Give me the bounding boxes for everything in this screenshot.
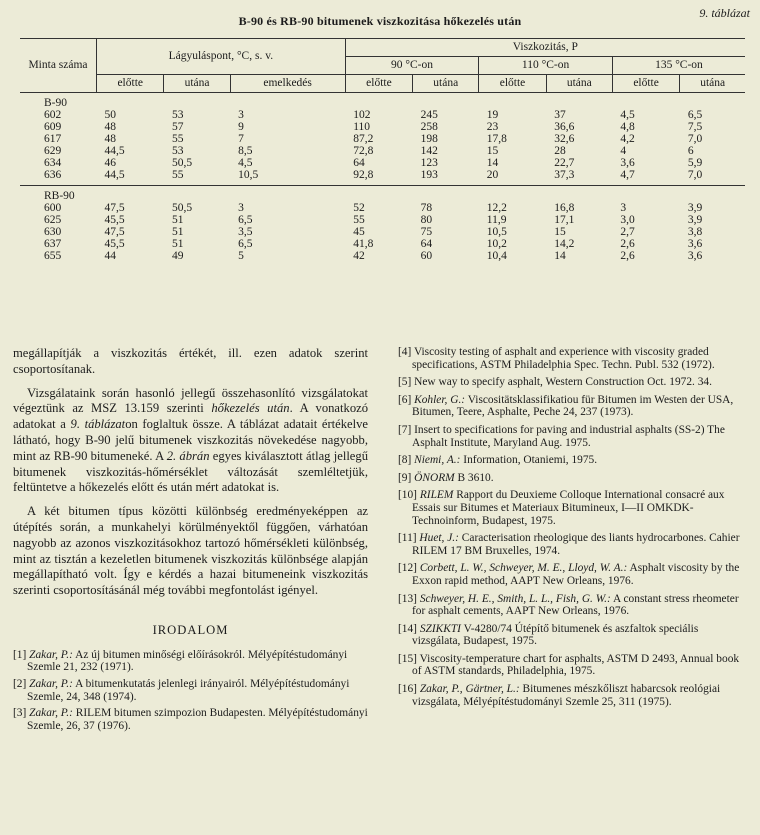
value-cell: 4,5 xyxy=(238,157,253,169)
value-cell: 48 xyxy=(104,121,116,133)
value-cell: 4,8 xyxy=(620,121,635,133)
reference-text: Asphalt viscosity by the Exxon rapid method, AAPT New Orleans, 1976. xyxy=(412,562,740,587)
table-group-row xyxy=(20,93,745,110)
value-cell: 3 xyxy=(238,109,244,121)
table-row xyxy=(20,145,745,157)
sample-id-cell: 625 xyxy=(44,214,62,226)
reference-author: ÖNORM xyxy=(414,471,455,484)
value-cell: 53 xyxy=(171,109,184,121)
value-cell: 2,6 xyxy=(620,238,635,250)
value-cell: 45,5 xyxy=(104,238,125,250)
col-110c: 110 °C-on xyxy=(479,57,613,75)
value-cell: 51 xyxy=(171,226,184,238)
value-cell: 23 xyxy=(486,121,499,133)
reference-text: RILEM bitumen szimpozion Budapesten. Mélyépítéstudományi Szemle, 26, 37 (1976). xyxy=(27,707,368,732)
value-cell: 3 xyxy=(238,202,244,214)
table-group-row xyxy=(20,186,745,203)
paragraph-1: Vizsgálataink során hasonló jellegű összehasonlító vizsgálatokat végeztünk az MSZ 13.159 szerinti hőkezelés után. A vonatkozó adatokat a 9. táblázaton foglaltuk össze. A táblázat adatait értékelve látható, hogy B-90 jelű bitumenek viszkozitás növekedése nagyobb, mint az RB-90 bitumeneké. A 2. ábrán egyes kiválasztott átlag jellegű bitumenek viszkozitás-hőmérséklet változását szemléltetjük, feltüntetve a hőkezelés előtt és után mért adatokat is. xyxy=(13,385,369,495)
value-cell: 19 xyxy=(486,109,499,121)
value-cell: 6,5 xyxy=(687,109,703,121)
table-row xyxy=(20,214,745,226)
reference-item xyxy=(398,424,748,449)
reference-text: Viscositätsklassifikatiou für Bitumen im Westen der USA, Bitumen, Teere, Asphalte, Peche 24, 237 (1973). xyxy=(412,393,734,419)
value-cell: 55 xyxy=(171,133,184,145)
value-cell: 44,5 xyxy=(104,145,125,157)
value-cell: 110 xyxy=(353,121,371,133)
value-cell: 45,5 xyxy=(104,214,125,226)
sample-id-cell: 630 xyxy=(44,226,62,238)
value-cell: 5 xyxy=(238,250,244,262)
reference-number: [5] xyxy=(398,376,415,389)
col-90c: 90 °C-on xyxy=(345,57,479,75)
reference-number: [8] xyxy=(398,454,415,467)
value-cell: 8,5 xyxy=(238,145,253,157)
spacer-row xyxy=(20,262,745,266)
reference-item xyxy=(398,683,748,708)
value-cell: 47,5 xyxy=(104,226,125,238)
value-cell: 7,5 xyxy=(687,121,703,133)
reference-author: Kohler, G.: xyxy=(414,393,466,406)
value-cell: 6,5 xyxy=(238,214,253,226)
value-cell: 4 xyxy=(620,145,627,157)
value-cell: 4,7 xyxy=(620,169,635,181)
right-column xyxy=(398,346,748,713)
paragraph-2: A két bitumen típus közötti különbség eredményeképpen az útépítés során, a munkahelyi körülményektől függően, várhatóan nagyobb az azonos viszkozitásokhoz tartozó hőmérsékleti különbség, mint az tisztán a kezeletlen bitumenek viszkozitás különbsége alapján megállapítható volt. Így e kérdés a hazai bitumeneink viszkozitás szerinti csoportosításánál még további megfontolást igényel. xyxy=(13,504,368,598)
value-cell: 5,9 xyxy=(687,157,703,169)
sample-id-cell: 602 xyxy=(44,109,62,121)
value-cell: 3,8 xyxy=(687,226,703,238)
value-cell: 3,9 xyxy=(687,202,703,214)
table-row xyxy=(20,109,745,121)
reference-text: V-4280/74 Útépítő bitumenek és aszfaltok speciális vizsgálata, Budapest, 1975. xyxy=(412,622,699,648)
col-lag-emelkedes: emelkedés xyxy=(230,75,345,93)
col-110-utana: utána xyxy=(546,75,612,93)
value-cell: 87,2 xyxy=(353,133,374,145)
sample-id-cell: 609 xyxy=(44,121,62,133)
value-cell: 123 xyxy=(420,157,438,169)
value-cell: 53 xyxy=(171,145,184,157)
value-cell: 3,5 xyxy=(238,226,253,238)
reference-item xyxy=(13,707,368,732)
value-cell: 3,6 xyxy=(687,250,703,262)
reference-text: Viscosity testing of asphalt and experience with viscosity graded specifications, ASTM Philadelphia Spec. Techn. Publ. 532 (1972). xyxy=(412,346,715,371)
reference-item xyxy=(398,623,748,648)
reference-number: [1] xyxy=(13,648,30,661)
value-cell: 258 xyxy=(420,121,438,133)
reference-number: [16] xyxy=(398,683,420,696)
value-cell: 4,5 xyxy=(620,109,635,121)
value-cell: 41,8 xyxy=(353,238,374,250)
reference-item xyxy=(398,562,748,587)
value-cell: 50 xyxy=(104,109,116,121)
value-cell: 64 xyxy=(353,157,365,169)
value-cell: 47,5 xyxy=(104,202,125,214)
group-label: RB-90 xyxy=(20,186,745,203)
value-cell: 10,5 xyxy=(486,226,507,238)
value-cell: 46 xyxy=(104,157,116,169)
reference-text: Caracterisation rheologique des liants hydrocarbones. Cahier RILEM 17 BM Bruxelles, 1974. xyxy=(412,532,740,557)
reference-author: SZIKKTI xyxy=(419,622,461,635)
reference-number: [4] xyxy=(398,346,414,358)
reference-number: [6] xyxy=(398,393,415,406)
paragraph-continued: megállapítják a viszkozitás értékét, ill. ezen adatok szerint csoportosítanak. xyxy=(13,346,368,376)
reference-text: New way to specify asphalt, Western Construction Oct. 1972. 34. xyxy=(414,376,712,389)
reference-text: Bitumenes mészkőliszt habarcsok reológiai vizsgálata, Mélyépítéstudományi Szemle 25, 311 (1975). xyxy=(412,683,721,708)
table-row xyxy=(20,121,745,133)
value-cell: 17,8 xyxy=(486,133,507,145)
value-cell: 11,9 xyxy=(486,214,507,226)
value-cell: 7 xyxy=(238,133,244,145)
value-cell: 198 xyxy=(420,133,438,145)
value-cell: 28 xyxy=(554,145,566,157)
value-cell: 3,9 xyxy=(687,214,703,226)
table-body xyxy=(20,93,745,267)
table-row xyxy=(20,238,745,250)
reference-number: [2] xyxy=(13,677,30,690)
value-cell: 22,7 xyxy=(554,157,575,169)
col-lag-utana: utána xyxy=(164,75,230,93)
reference-author: RILEM xyxy=(419,489,454,502)
reference-item xyxy=(398,376,748,389)
value-cell: 37 xyxy=(554,109,566,121)
reference-item xyxy=(398,346,748,371)
reference-text: A bitumenkutatás jelenlegi irányairól. Mélyépítéstudományi Szemle, 24, 348 (1974). xyxy=(27,677,350,703)
reference-item xyxy=(398,653,748,678)
reference-item xyxy=(398,394,748,419)
col-lag-elotte: előtte xyxy=(97,75,164,93)
sample-id-cell: 636 xyxy=(44,169,62,181)
value-cell: 6 xyxy=(687,145,694,157)
reference-item xyxy=(398,593,748,618)
reference-author: Corbett, L. W., Schweyer, M. E., Lloyd, W. A.: xyxy=(419,562,628,575)
reference-number: [3] xyxy=(13,707,30,720)
value-cell: 20 xyxy=(486,169,499,181)
table-row xyxy=(20,157,745,169)
value-cell: 49 xyxy=(171,250,184,262)
sample-id-cell: 617 xyxy=(44,133,62,145)
value-cell: 60 xyxy=(420,250,433,262)
value-cell: 17,1 xyxy=(554,214,575,226)
value-cell: 16,8 xyxy=(554,202,575,214)
value-cell: 7,0 xyxy=(687,169,703,181)
value-cell: 51 xyxy=(171,238,184,250)
value-cell: 10,5 xyxy=(238,169,259,181)
reference-text: Information, Otaniemi, 1975. xyxy=(460,454,598,467)
reference-author: Schweyer, H. E., Smith, L. L., Fish, G. W.: xyxy=(419,592,611,605)
reference-author: Zakar, P.: xyxy=(29,677,73,690)
col-90-elotte: előtte xyxy=(345,75,412,93)
value-cell: 9 xyxy=(238,121,244,133)
value-cell: 7,0 xyxy=(687,133,703,145)
value-cell: 193 xyxy=(420,169,438,181)
value-cell: 245 xyxy=(420,109,438,121)
sample-id-cell: 634 xyxy=(44,157,62,169)
reference-item xyxy=(398,454,748,467)
reference-author: Niemi, A.: xyxy=(414,454,461,467)
references-heading: IRODALOM xyxy=(152,622,229,637)
value-cell: 3,6 xyxy=(620,157,635,169)
reference-item xyxy=(13,678,368,703)
reference-author: Zakar, P.: xyxy=(29,648,73,661)
reference-text: A constant stress rheometer for asphalt cements, AAPT New Orleans, 1976. xyxy=(412,592,739,618)
reference-item xyxy=(398,532,748,557)
col-135-elotte: előtte xyxy=(612,75,679,93)
col-135c: 135 °C-on xyxy=(612,57,745,75)
value-cell: 80 xyxy=(420,214,433,226)
col-110-elotte: előtte xyxy=(479,75,546,93)
value-cell: 12,2 xyxy=(486,202,507,214)
col-135-utana: utána xyxy=(680,75,745,93)
group-label: B-90 xyxy=(44,97,67,109)
viscosity-table xyxy=(20,38,745,266)
sample-id-cell: 655 xyxy=(44,250,62,262)
reference-number: [13] xyxy=(398,592,420,605)
reference-author: Zakar, P.: xyxy=(29,707,73,720)
table-row xyxy=(20,250,745,262)
value-cell: 44,5 xyxy=(104,169,125,181)
value-cell: 45 xyxy=(353,226,365,238)
table-title: B-90 és RB-90 bitumenek viszkozitása hőkezelés után xyxy=(238,14,522,28)
value-cell: 92,8 xyxy=(353,169,374,181)
reference-item xyxy=(398,489,748,527)
reference-number: [14] xyxy=(398,622,420,635)
reference-text: Az új bitumen minőségi előírásokról. Mélyépítéstudományi Szemle 21, 232 (1971). xyxy=(27,648,348,674)
table-number: 9. táblázat xyxy=(699,6,750,20)
value-cell: 64 xyxy=(420,238,433,250)
value-cell: 44 xyxy=(104,250,116,262)
reference-number: [10] xyxy=(398,489,420,502)
reference-item xyxy=(398,472,748,485)
value-cell: 36,6 xyxy=(554,121,575,133)
value-cell: 2,7 xyxy=(620,226,635,238)
value-cell: 55 xyxy=(171,169,184,181)
reference-author: Zakar, P., Gärtner, L.: xyxy=(419,683,520,696)
reference-text: Viscosity-temperature chart for asphalts, ASTM D 2493, Annual book of ASTM standards, Philadelphia, 1975. xyxy=(412,652,740,678)
value-cell: 14 xyxy=(486,157,499,169)
value-cell: 42 xyxy=(353,250,365,262)
reference-item xyxy=(13,649,368,674)
col-minta: Minta száma xyxy=(20,39,97,93)
value-cell: 4,2 xyxy=(620,133,635,145)
value-cell: 14,2 xyxy=(554,238,575,250)
reference-number: [12] xyxy=(398,562,420,575)
value-cell: 15 xyxy=(486,145,499,157)
value-cell: 37,3 xyxy=(554,169,575,181)
reference-text: B 3610. xyxy=(454,471,494,484)
value-cell: 57 xyxy=(171,121,184,133)
value-cell: 51 xyxy=(171,214,184,226)
reference-list-right xyxy=(398,346,748,708)
value-cell: 2,6 xyxy=(620,250,635,262)
col-viszkozitas: Viszkozitás, P xyxy=(345,39,745,57)
value-cell: 52 xyxy=(353,202,365,214)
sample-id-cell: 600 xyxy=(44,202,62,214)
value-cell: 32,6 xyxy=(554,133,575,145)
reference-author: Huet, J.: xyxy=(419,532,459,545)
value-cell: 10,2 xyxy=(486,238,507,250)
reference-text: Rapport du Deuxieme Colloque International consacré aux Essais sur Bitumes et Materiaux Bitumineux, I—II OMKDK-Technoinform, Budapest, 1975. xyxy=(412,489,725,527)
table-row xyxy=(20,133,745,145)
left-column xyxy=(13,346,368,736)
col-lagyulaspont: Lágyuláspont, °C, s. v. xyxy=(97,39,346,75)
reference-number: [15] xyxy=(398,652,420,665)
value-cell: 50,5 xyxy=(171,202,193,214)
value-cell: 75 xyxy=(420,226,433,238)
sample-id-cell: 629 xyxy=(44,145,62,157)
value-cell: 102 xyxy=(353,109,371,121)
value-cell: 3,6 xyxy=(687,238,703,250)
value-cell: 78 xyxy=(420,202,433,214)
value-cell: 3 xyxy=(620,202,627,214)
sample-id-cell: 637 xyxy=(44,238,62,250)
reference-number: [9] xyxy=(398,471,415,484)
value-cell: 48 xyxy=(104,133,116,145)
reference-number: [11] xyxy=(398,532,420,545)
value-cell: 15 xyxy=(554,226,566,238)
value-cell: 3,0 xyxy=(620,214,635,226)
value-cell: 142 xyxy=(420,145,438,157)
value-cell: 50,5 xyxy=(171,157,193,169)
reference-text: Insert to specifications for paving and industrial asphalts (SS-2) The Asphalt Institute, Maryland Aug. 1975. xyxy=(412,423,725,449)
reference-number: [7] xyxy=(398,423,415,436)
table-row xyxy=(20,202,745,214)
reference-list-left xyxy=(13,649,368,733)
value-cell: 55 xyxy=(353,214,365,226)
value-cell: 6,5 xyxy=(238,238,253,250)
value-cell: 10,4 xyxy=(486,250,507,262)
col-90-utana: utána xyxy=(413,75,479,93)
value-cell: 72,8 xyxy=(353,145,374,157)
value-cell: 14 xyxy=(554,250,566,262)
table-row xyxy=(20,226,745,238)
table-row xyxy=(20,169,745,181)
